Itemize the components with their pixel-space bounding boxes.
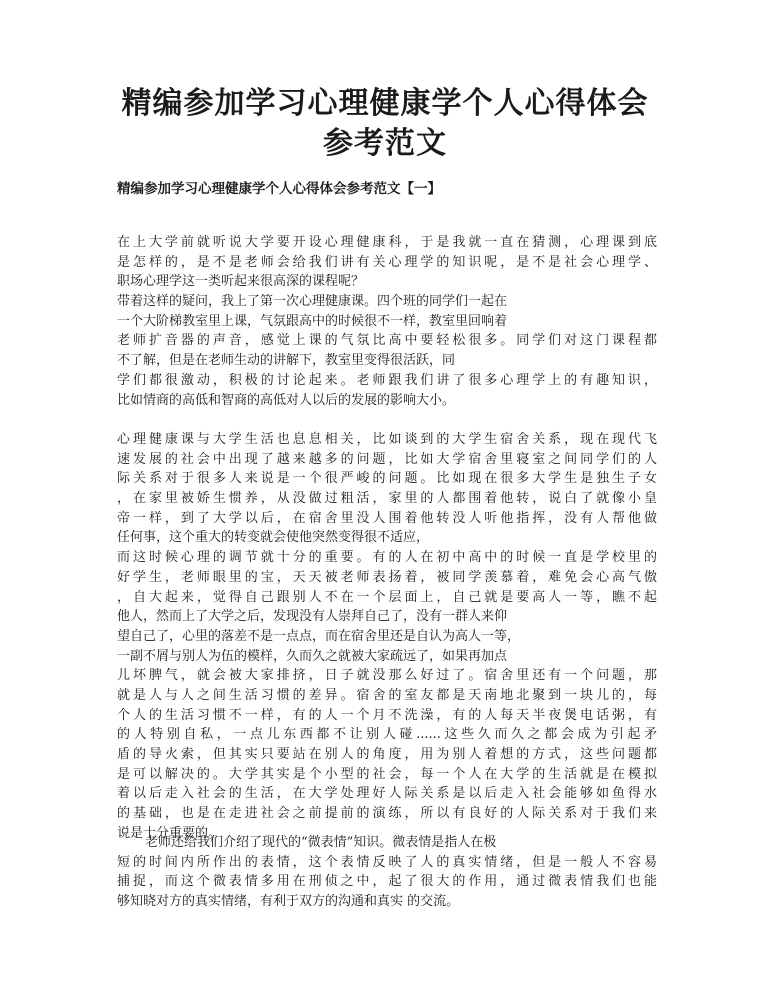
title-line-2: 参考范文: [323, 126, 447, 161]
paragraph-dormitory: [117, 430, 657, 843]
text-line: 老师还给我们介绍了现代的“微表情”知识。微表情是指人在极: [145, 835, 497, 850]
text-line: 带着这样的疑问，我上了第一次心理健康课。四个班的同学们一起在: [117, 294, 508, 310]
text-line: 个人的生活习惯不一样，有的人一个月不洗澡，有的人每天半夜煲电话粥，有: [117, 707, 657, 723]
text-line: 说是十分重要的。: [117, 825, 222, 841]
text-line: 是怎样的，是不是老师会给我们讲有关心理学的知识呢，是不是社会心理学、: [117, 254, 657, 270]
text-line: 儿坏脾气，就会被大家排挤，日子就没那么好过了。宿舍里还有一个问题，那: [117, 668, 657, 684]
text-line: 帝一样，到了大学以后，在宿舍里没人围着他转没人听他指挥，没有人帮他做: [117, 510, 657, 526]
text-line: ，在家里被娇生惯养，从没做过粗活，家里的人都围着他转，说白了就像小皇: [117, 491, 657, 507]
text-line: 够知晓对方的真实情绪，有利于双方的沟通和真实 的交流。: [117, 894, 460, 910]
text-line: 是可以解决的。大学其实是个小型的社会，每一个人在大学的生活就是在模拟: [117, 766, 657, 782]
text-line: 际关系对于很多人来说是一个很严峻的问题。比如现在很多大学生是独生子女: [117, 471, 657, 487]
text-line: 心理健康课与大学生活也息息相关，比如谈到的大学生宿舍关系，现在现代飞: [117, 432, 657, 447]
text-line: ，自大起来，觉得自己跟别人不在一个层面上，自己就是要高人一等，瞧不起: [117, 589, 657, 605]
title-line-1: 精编参加学习心理健康学个人心得体会: [121, 86, 649, 121]
text-line: 速发展的社会中出现了越来越多的问题，比如大学宿舍里寝室之间同学们的人: [117, 451, 657, 467]
paragraph-intro: [117, 233, 657, 410]
text-line: 而这时候心理的调节就十分的重要。有的人在初中高中的时候一直是学校里的: [117, 550, 657, 566]
text-line: 学们都很激动，积极的讨论起来。老师跟我们讲了很多心理学上的有趣知识，: [117, 372, 657, 388]
text-line: 在上大学前就听说大学要开设心理健康科，于是我就一直在猜测，心理课到底: [117, 235, 657, 250]
text-line: 老师扩音器的声音，感觉上课的气氛比高中要轻松很多。同学们对这门课程都: [117, 333, 657, 349]
text-line: 任何事，这个重大的转变就会使他突然变得很不适应，: [117, 530, 430, 546]
text-line: 捕捉，而这个微表情多用在刑侦之中，起了很大的作用，通过微表情我们也能: [117, 874, 657, 890]
text-line: 他人，然而上了大学之后，发现没有人崇拜自己了，没有一群人来仰: [117, 609, 508, 625]
text-line: 的人特别自私，一点儿东西都不让别人碰......这些久而久之都会成为引起矛: [117, 727, 657, 743]
text-line: 短的时间内所作出的表情，这个表情反映了人的真实情绪，但是一般人不容易: [117, 854, 657, 870]
text-line: 望自己了，心里的落差不是一点点，而在宿舍里还是自认为高人一等，: [117, 628, 521, 644]
text-line: 不了解，但是在老师生动的讲解下，教室里变得很活跃，同: [117, 353, 456, 369]
text-line: 就是人与人之间生活习惯的差异。宿舍的室友都是天南地北聚到一块儿的，每: [117, 687, 657, 703]
text-line: 一个大阶梯教室里上课，气氛跟高中的时候很不一样，教室里回响着: [117, 313, 508, 329]
text-line: 好学生，老师眼里的宝，天天被老师表扬着，被同学羡慕着，难免会心高气傲: [117, 569, 657, 585]
section-heading: 精编参加学习心理健康学个人心得体会参考范文【一】: [117, 181, 441, 197]
document-title: [60, 84, 710, 164]
text-line: 职场心理学这一类听起来很高深的课程呢？: [117, 274, 365, 290]
text-line: 一副不屑与别人为伍的模样，久而久之就被大家疏远了，如果再加点: [117, 648, 508, 664]
text-line: 盾的导火索，但其实只要站在别人的角度，用为别人着想的方式，这些问题都: [117, 747, 657, 762]
text-line: 着以后走入社会的生活，在大学处理好人际关系是以后走入社会能够如鱼得水: [117, 786, 657, 802]
text-line: 的基础，也是在走进社会之前提前的演练，所以有良好的人际关系对于我们来: [117, 806, 657, 822]
paragraph-micro-expression: [117, 833, 657, 912]
text-line: 比如情商的高低和智商的高低对人以后的发展的影响大小。: [117, 392, 456, 408]
